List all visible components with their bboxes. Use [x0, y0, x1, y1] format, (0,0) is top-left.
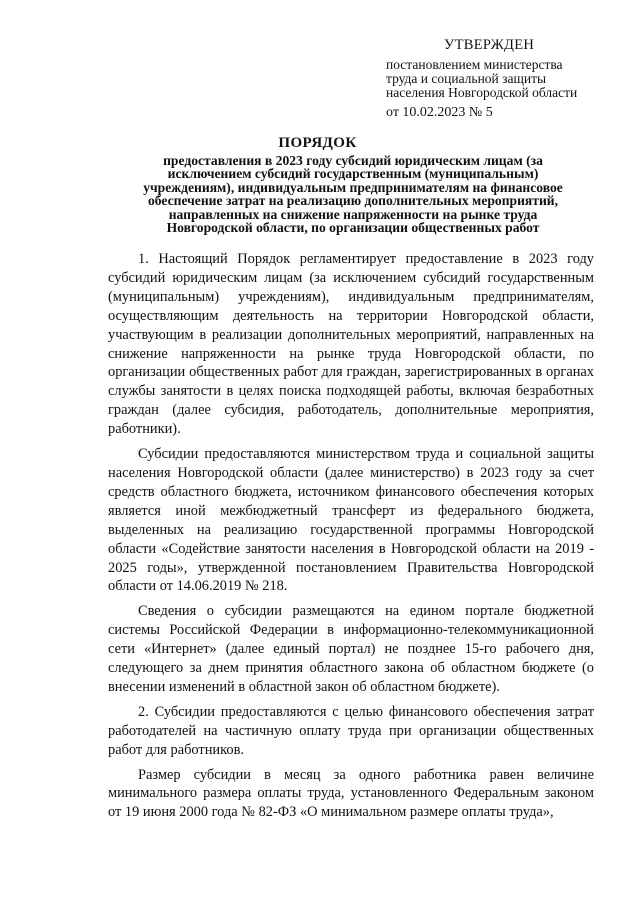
- approval-line-1: постановлением министерства: [386, 57, 563, 72]
- approval-line-2: труда и социальной защиты: [386, 71, 547, 86]
- subtitle-line-6: Новгородской области, по организации общественных работ: [166, 220, 540, 236]
- subtitle-line-2: исключением субсидий государственным (муниципальным): [167, 166, 539, 182]
- approval-stamp: УТВЕРЖДЕН: [444, 37, 535, 53]
- document-subtitle: [118, 154, 588, 234]
- paragraph-5: Размер субсидии в месяц за одного работника равен величине минимального размера оплаты труда, установленного Федеральным законом от 19 июня 2000 года № 82-ФЗ «О минимальном размере оплаты труда»,: [108, 766, 594, 821]
- approval-line-3: населения Новгородской области: [386, 85, 578, 100]
- subtitle-line-3: учреждениям), индивидуальным предпринимателям на финансовое: [143, 179, 563, 195]
- paragraph-1: 1. Настоящий Порядок регламентирует предоставление в 2023 году субсидий юридическим лицам (за исключением субсидий государственным (муниципальным) учреждениям), индивидуальным предпринимателям, осуществляющим деятельность на территории Новгородской области, участвующим в реализации дополнительных мероприятий, направленных на снижение напряженности на рынке труда Новгородской области, по организации общественных работ для граждан, зарегистрированных в органах службы занятости в целях поиска подходящей работы, включая безработных граждан (далее субсидия, работодатель, дополнительные мероприятия, работники).: [108, 251, 594, 438]
- paragraph-2: Субсидии предоставляются министерством труда и социальной защиты населения Новгородской области (далее министерство) в 2023 году за счет средств областного бюджета, источником финансового обеспечения которых является иной межбюджетный трансферт из федерального бюджета, выделенных на реализацию государственной программы Новгородской области «Содействие занятости населения в Новгородской области на 2019 - 2025 годы», утвержденной постановлением Правительства Новгородской области от 14.06.2019 № 218.: [108, 446, 594, 595]
- subtitle-line-4: обеспечение затрат на реализацию дополнительных мероприятий,: [147, 193, 559, 209]
- approval-date: от 10.02.2023 № 5: [386, 105, 493, 120]
- approval-block: [386, 38, 626, 120]
- document-body: [108, 250, 594, 825]
- subtitle-line-5: направленных на снижение напряженности на рынке труда: [168, 206, 538, 222]
- paragraph-3: Сведения о субсидии размещаются на едином портале бюджетной системы Российской Федерации в информационно-телекоммуникационной сети «Интернет» (далее единый портал) не позднее 15-го рабочего дня, следующего за днем принятия областного закона об областном бюджете (о внесении изменений в областной закон об областном бюджете).: [108, 603, 594, 695]
- document-title: ПОРЯДОК: [278, 135, 357, 151]
- subtitle-line-1: предоставления в 2023 году субсидий юридическим лицам (за: [163, 153, 543, 168]
- paragraph-4: 2. Субсидии предоставляются с целью финансового обеспечения затрат работодателей на частичную оплату труда при организации общественных работ для работников.: [108, 703, 594, 758]
